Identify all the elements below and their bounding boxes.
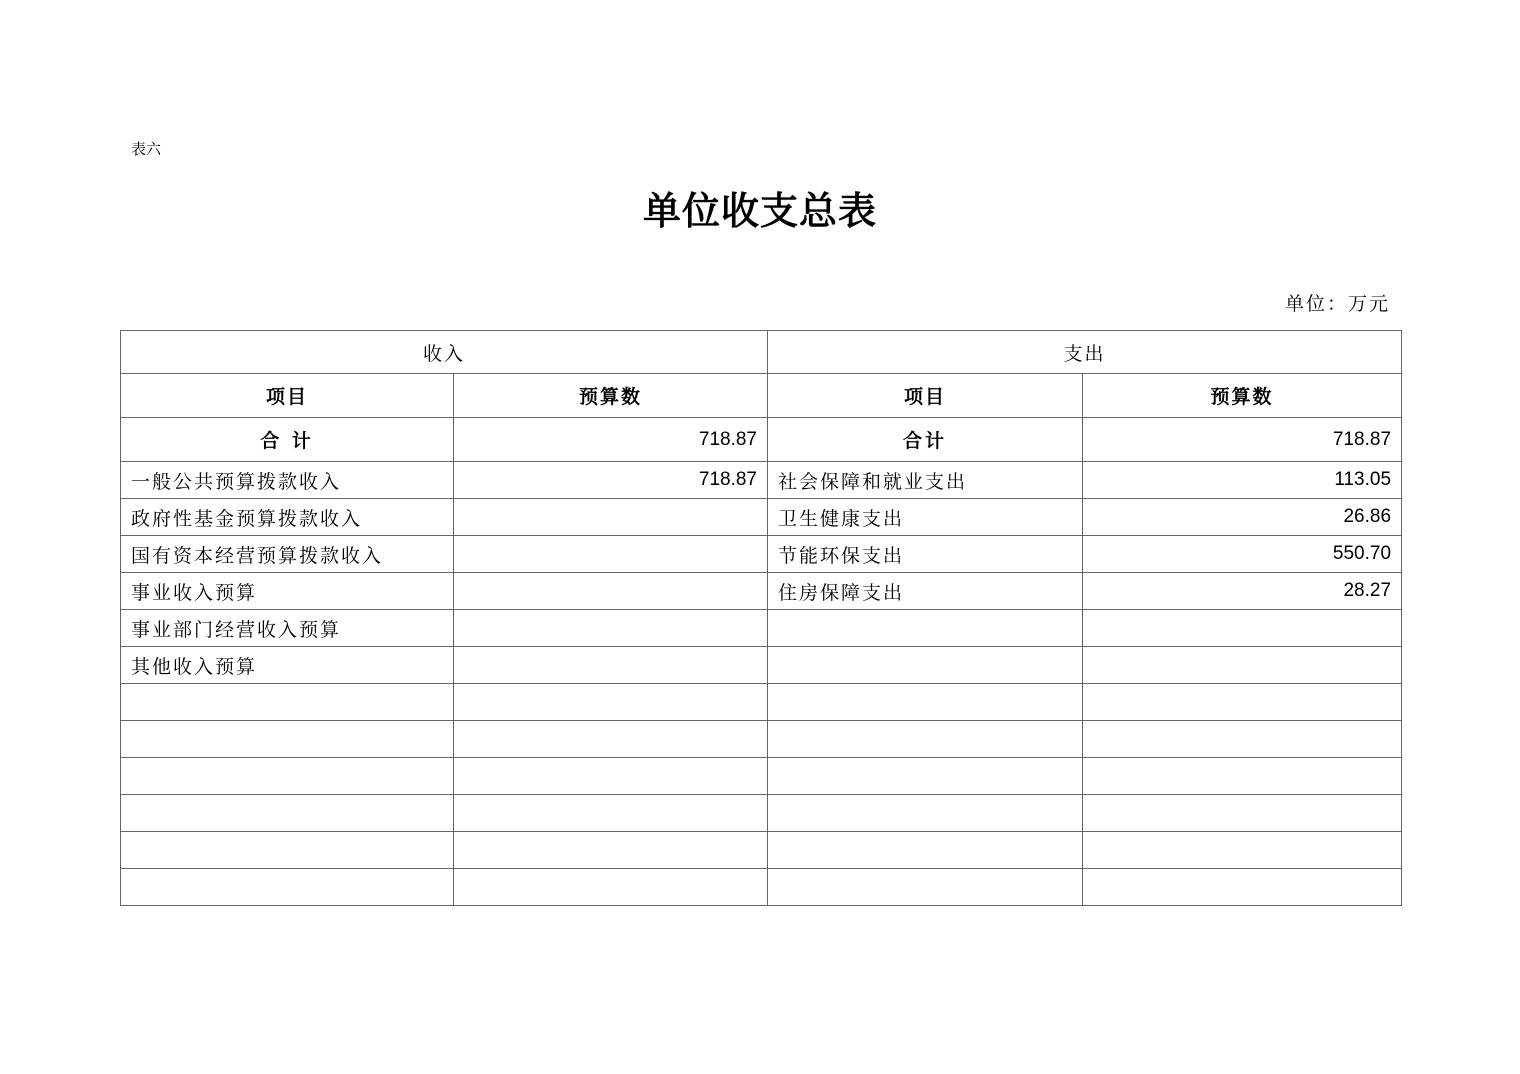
- expense-item-cell: [768, 647, 1083, 684]
- expense-item-cell: [768, 610, 1083, 647]
- income-value-cell: [454, 536, 768, 573]
- expense-budget-column-header: 预算数: [1083, 374, 1402, 418]
- income-value-cell: [454, 721, 768, 758]
- table-row: [121, 832, 1402, 869]
- column-header-row: [121, 374, 1402, 418]
- table-row: [121, 536, 1402, 573]
- income-item-cell: 事业部门经营收入预算: [121, 610, 454, 647]
- income-item-cell: [121, 869, 454, 906]
- income-value-cell: [454, 758, 768, 795]
- income-item-column-header: 项目: [121, 374, 454, 418]
- total-row: [121, 418, 1402, 462]
- budget-summary-table: [120, 330, 1402, 906]
- income-item-cell: 事业收入预算: [121, 573, 454, 610]
- income-budget-column-header: 预算数: [454, 374, 768, 418]
- expense-item-cell: [768, 869, 1083, 906]
- expense-value-cell: 28.27: [1083, 573, 1402, 610]
- income-item-cell: 国有资本经营预算拨款收入: [121, 536, 454, 573]
- expense-value-cell: [1083, 795, 1402, 832]
- group-header-row: [121, 331, 1402, 374]
- income-item-cell: [121, 832, 454, 869]
- income-value-cell: [454, 832, 768, 869]
- income-item-cell: [121, 758, 454, 795]
- income-item-cell: [121, 684, 454, 721]
- income-item-cell: 一般公共预算拨款收入: [121, 462, 454, 499]
- income-total-value: 718.87: [454, 418, 768, 462]
- income-value-cell: [454, 499, 768, 536]
- expense-item-cell: 卫生健康支出: [768, 499, 1083, 536]
- expense-item-cell: 住房保障支出: [768, 573, 1083, 610]
- expense-value-cell: 550.70: [1083, 536, 1402, 573]
- income-item-cell: [121, 721, 454, 758]
- expense-value-cell: [1083, 832, 1402, 869]
- expense-item-cell: [768, 758, 1083, 795]
- expense-group-header: 支出: [768, 331, 1402, 374]
- table-row: [121, 573, 1402, 610]
- table-row: [121, 869, 1402, 906]
- income-value-cell: [454, 869, 768, 906]
- unit-label: 单位：万元: [1284, 293, 1390, 315]
- table-row: [121, 610, 1402, 647]
- expense-value-cell: 113.05: [1083, 462, 1402, 499]
- expense-value-cell: [1083, 684, 1402, 721]
- expense-item-column-header: 项目: [768, 374, 1083, 418]
- expense-value-cell: [1083, 610, 1402, 647]
- table-row: [121, 795, 1402, 832]
- table-row: [121, 721, 1402, 758]
- table-row: [121, 499, 1402, 536]
- expense-item-cell: [768, 795, 1083, 832]
- table-row: [121, 758, 1402, 795]
- expense-item-cell: 社会保障和就业支出: [768, 462, 1083, 499]
- expense-value-cell: 26.86: [1083, 499, 1402, 536]
- expense-total-value: 718.87: [1083, 418, 1402, 462]
- income-value-cell: [454, 795, 768, 832]
- income-value-cell: [454, 573, 768, 610]
- income-item-cell: [121, 795, 454, 832]
- income-item-cell: 政府性基金预算拨款收入: [121, 499, 454, 536]
- income-total-label: 合 计: [121, 418, 454, 462]
- expense-value-cell: [1083, 721, 1402, 758]
- table-row: [121, 684, 1402, 721]
- income-group-header: 收入: [121, 331, 768, 374]
- expense-value-cell: [1083, 647, 1402, 684]
- table-row: [121, 647, 1402, 684]
- income-value-cell: [454, 684, 768, 721]
- expense-total-label: 合计: [768, 418, 1083, 462]
- expense-item-cell: 节能环保支出: [768, 536, 1083, 573]
- income-item-cell: 其他收入预算: [121, 647, 454, 684]
- table-row: [121, 462, 1402, 499]
- expense-value-cell: [1083, 869, 1402, 906]
- table-number-label: 表六: [131, 140, 162, 158]
- income-value-cell: [454, 647, 768, 684]
- income-value-cell: [454, 610, 768, 647]
- page-title: 单位收支总表: [642, 188, 877, 233]
- expense-item-cell: [768, 832, 1083, 869]
- income-value-cell: 718.87: [454, 462, 768, 499]
- expense-value-cell: [1083, 758, 1402, 795]
- expense-item-cell: [768, 684, 1083, 721]
- expense-item-cell: [768, 721, 1083, 758]
